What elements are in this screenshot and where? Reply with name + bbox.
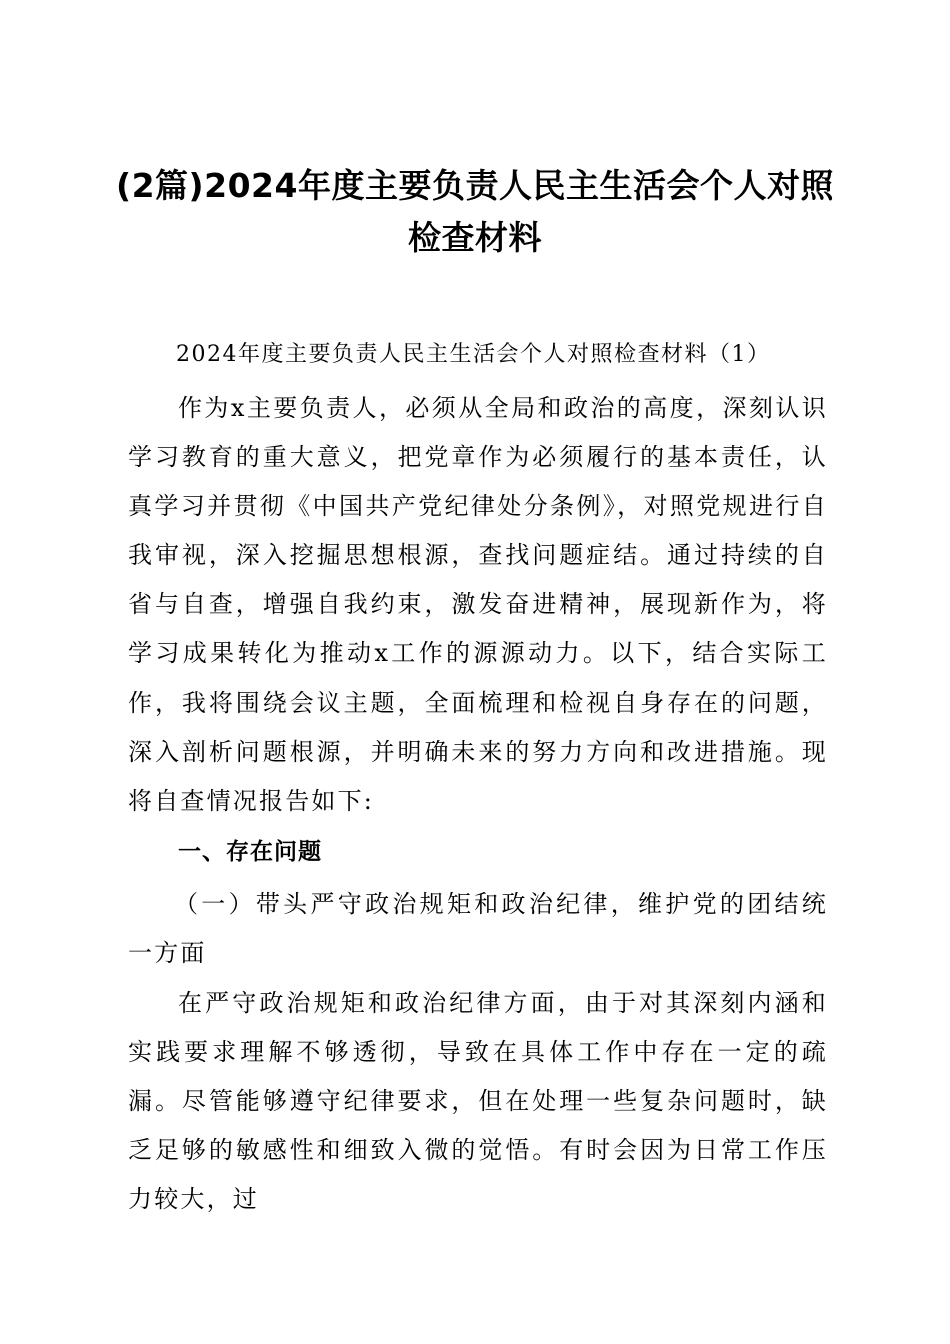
document-subtitle: 2024年度主要负责人民主生活会个人对照检查材料（1） [176, 342, 771, 367]
intro-paragraph: 作为x主要负责人，必须从全局和政治的高度，深刻认识学习教育的重大意义，把党章作为必须履行的基本责任，认真学习并贯彻《中国共产党纪律处分条例》，对照党规进行自我审视，深入挖掘思想根源，查找问题症结。通过持续的自省与自查，增强自我约束，激发奋进精神，展现新作为，将学习成果转化为推动x工作的源源动力。以下，结合实际工作，我将围绕会议主题，全面梳理和检视自身存在的问题，深入剖析问题根源，并明确未来的努力方向和改进措施。现将自查情况报告如下: [128, 394, 828, 815]
section-paragraph: 在严守政治规矩和政治纪律方面，由于对其深刻内涵和实践要求理解不够透彻，导致在具体工作中存在一定的疏漏。尽管能够遵守纪律要求，但在处理一些复杂问题时，缺乏足够的敏感性和细致入微的觉悟。有时会因为日常工作压力较大，过 [128, 989, 828, 1214]
document-title: (2篇)2024年度主要负责人民主生活会个人对照检查材料 [116, 166, 834, 257]
subsection-heading: （一）带头严守政治规矩和政治纪律，维护党的团结统一方面 [128, 890, 828, 968]
section-heading: 一、存在问题 [178, 839, 322, 865]
